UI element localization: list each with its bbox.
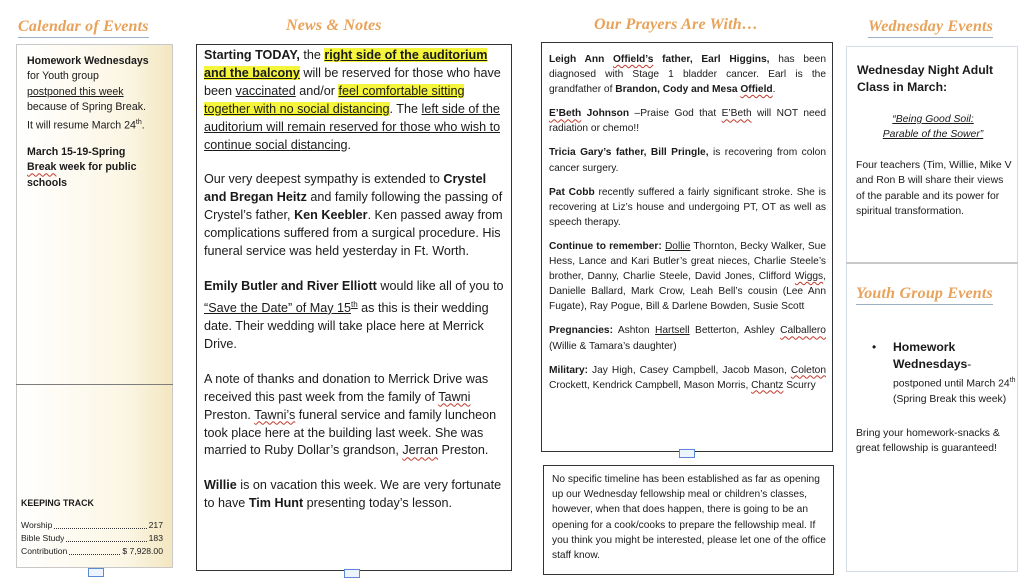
prayer-p2 [549, 106, 826, 136]
track-row-worship [21, 519, 163, 532]
text: (Spring Break this week) [893, 393, 1007, 405]
spring-line1: March 15-19-Spring [27, 146, 126, 158]
prayer-p3 [549, 145, 826, 175]
text: Jerran [402, 443, 439, 458]
text: –Praise God that [629, 108, 722, 120]
name-text: Willie [204, 478, 237, 493]
youth-homework-item [872, 339, 1016, 407]
fellowship-note: No specific timeline has been established as far as opening up our Wednesday fellowship meal or children’s classes, however, when that does happen, there is going to be an opening for a cook/cooks to prepare the fellowship meal. If you think you might be interested, please let one of the office staff know. [552, 474, 826, 562]
name-text: Emily Butler and River Elliott [204, 278, 377, 293]
calendar-header: Calendar of Events [18, 18, 149, 38]
anchor-icon [344, 569, 360, 578]
calendar-divider [16, 384, 173, 385]
prayer-p7 [549, 363, 826, 393]
text: will NOT need radiation or chemo!! [549, 108, 827, 135]
anchor-icon [88, 568, 104, 577]
text: Military: [549, 364, 589, 376]
bullet: • [872, 340, 877, 354]
text: Continue to remember: [549, 240, 662, 252]
text: (Willie & Tamara’s daughter) [549, 340, 677, 352]
text: . [772, 84, 776, 96]
hw-line5-wrap [27, 115, 169, 134]
text: , Danielle Ballard, Mark Crow, Leah Bell’s cousin (Lee Ann Fugate), Ray Pogue, Bill & Darlene Bowden, Susie Scott [549, 271, 826, 313]
news-header: News & Notes [286, 17, 382, 34]
hw-line2: for Youth group [27, 70, 99, 83]
text: would like all of you to [376, 278, 504, 293]
text: Crockett, Kendrick Campbell, Mason Morris, [549, 379, 752, 391]
text: Calballero [780, 325, 826, 337]
calendar-homework [27, 54, 169, 134]
name-text: Crystel and Bregan Heitz [204, 172, 487, 205]
text: E’Beth [549, 108, 582, 120]
news-p5 [204, 477, 508, 513]
text: Brandon, Cody and Mesa [615, 84, 741, 96]
text: postponed until March 24 [893, 378, 1010, 390]
quote-line1: “Being Good Soil: [892, 114, 974, 125]
wednesday-header: Wednesday Events [868, 18, 993, 38]
text: Dollie [664, 240, 691, 252]
text: is on vacation this week. We are very fortunate to have [204, 478, 502, 511]
wednesday-class-title: Wednesday Night Adult Class in March: [857, 63, 994, 94]
youth-item-dash: - [967, 357, 972, 371]
track-value: 217 [148, 520, 163, 530]
news-p2 [204, 171, 508, 261]
text: Pat Cobb [549, 186, 595, 198]
underlined-text: vaccinated [235, 83, 296, 98]
hw-line4: because of Spring Break. [27, 100, 146, 113]
prayers-header: Our Prayers Are With… [594, 16, 759, 33]
hw-line5: It will resume March 24 [27, 119, 136, 132]
text: the [299, 48, 325, 62]
quote-line2: Parable of the Sower” [882, 129, 984, 140]
track-value: 183 [148, 533, 163, 543]
text: Our very deepest sympathy is extended to [204, 172, 444, 187]
track-label: Worship [21, 520, 53, 530]
underlined-text: “Save the Date” of May 15 [204, 301, 351, 316]
track-row-contribution [21, 545, 163, 558]
text: presenting today’s lesson. [303, 496, 453, 511]
youth-item-title: Homework Wednesdays [893, 340, 968, 371]
spring-line3: schools [27, 176, 68, 189]
prayers-content [549, 52, 826, 393]
text: recently suffered a fairly significant stroke. She is recovering at Liz’s house and undergoing PT, OT as well as speech therapy. [549, 186, 826, 228]
text: as this is their wedding date. Their wedding will take place here at Merrick Drive. [204, 301, 489, 351]
text: Starting TODAY, [204, 48, 300, 62]
news-content [204, 47, 508, 521]
highlight-text: feel comfortable sitting together with no social distancing [204, 83, 465, 116]
text: A note of thanks and donation to Merrick Drive was received this past week from the family of [204, 371, 489, 404]
track-value: $ 7,928.00 [122, 546, 163, 556]
sup-text: th [1009, 377, 1016, 384]
highlight-text: right side of the auditorium and the balcony [204, 48, 488, 80]
text: . Ken passed away from complications suffered from a surgical procedure. His funeral service was held yesterday in Ft. Worth. [204, 208, 503, 259]
text: has been diagnosed with Stage 1 bladder cancer. Earl is the grandfather of [549, 54, 826, 96]
track-row-bible-study [21, 532, 163, 545]
name-text: Ken Keebler [294, 208, 368, 223]
text: Jay High, Casey Campbell, Jacob Mason, [588, 364, 791, 376]
underlined-text: left side of the auditorium will remain reserved for those who wish to continue social distancing [204, 101, 501, 152]
text: . [347, 137, 352, 152]
text: Preston. [204, 407, 255, 422]
text: funeral service and family luncheon took place here at the building last week. She was married to Ruby Dollar’s grandson, [204, 407, 497, 458]
text: Johnson [581, 108, 630, 120]
wednesday-quote [857, 112, 1009, 142]
name-text: Tim Hunt [248, 496, 304, 511]
prayer-p6 [549, 323, 826, 353]
hw-title: Homework Wednesdays [27, 55, 149, 67]
text: Pregnancies: [549, 325, 613, 337]
keeping-track [21, 498, 163, 558]
prayer-p5 [549, 239, 826, 314]
text: . The [389, 101, 422, 116]
news-p4 [204, 371, 508, 461]
youth-bring: Bring your homework-snacks & great fellowship is guaranteed! [856, 428, 1000, 455]
text: and/or [295, 83, 339, 98]
text: will be reserved for those who have been [204, 65, 501, 98]
text: Hartsell [655, 325, 690, 337]
text: Thornton, Becky Walker, Sue Hess, Lance and Kari Butler’s great nieces, Charlie Steele’s brother, Danny, Charlie Steele, David Jones, Clifford [549, 240, 827, 283]
text: Wiggs [794, 271, 824, 283]
text: Offield [740, 84, 773, 96]
text: and family following the passing of Crystel’s father, [204, 190, 503, 223]
keeping-track-title: KEEPING TRACK [21, 498, 94, 508]
track-label: Bible Study [21, 533, 65, 543]
text: Preston. [438, 443, 489, 458]
right-column-divider [846, 262, 1018, 264]
youth-header: Youth Group Events [856, 285, 993, 305]
text: Ashton [612, 325, 656, 337]
text: Coleton [790, 364, 826, 376]
sup-text: th [351, 299, 358, 309]
news-p3 [204, 278, 508, 354]
spring-line2b: week for public [56, 161, 137, 174]
track-label: Contribution [21, 546, 68, 556]
prayer-p4 [549, 185, 826, 230]
spring-line2a: Break [27, 161, 57, 174]
text: Betterton, Ashley [689, 325, 781, 337]
calendar-spring-break [27, 145, 169, 191]
text: Tricia Gary’s father, Bill Pringle, [549, 147, 709, 159]
text: Tawni [438, 389, 471, 404]
anchor-icon [679, 449, 695, 458]
text: Chantz [751, 379, 784, 391]
text: Leigh Ann [549, 54, 613, 65]
text: is recovering from colon cancer surgery. [549, 147, 826, 174]
wednesday-description: Four teachers (Tim, Willie, Mike V and Ron B will share their views of the parable and its power for spiritual transformation. [856, 160, 1012, 217]
hw-line3: postponed this week [27, 85, 124, 98]
text: Scurry [783, 379, 816, 391]
hw-end: . [141, 119, 145, 132]
text: E’Beth [721, 108, 752, 120]
text: father, Earl Higgins, [653, 54, 770, 65]
youth-item-detail [893, 373, 1016, 407]
text: Offield’s [613, 54, 654, 65]
text: Tawni’s [254, 407, 296, 422]
hw-sup: th [135, 119, 142, 127]
news-p1 [204, 47, 508, 154]
prayer-p1 [549, 52, 826, 97]
